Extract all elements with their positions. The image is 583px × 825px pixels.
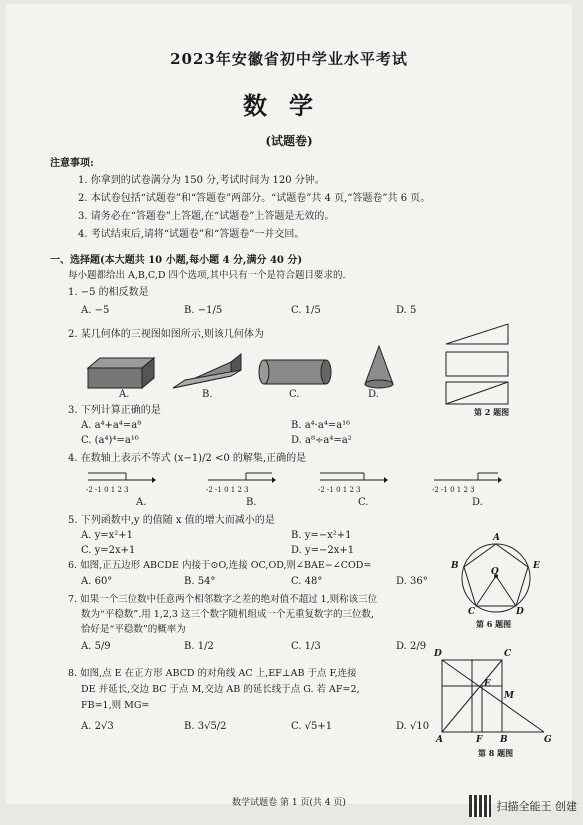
q5-option-d: D. y=−2x+1: [291, 545, 355, 556]
q4-label-d: D.: [472, 497, 483, 508]
q4-ticks-d: -2 -1 0 1 2 3: [432, 486, 475, 494]
q6-pentagon-figure: [458, 538, 542, 618]
q2-label-b: B.: [202, 389, 213, 400]
q5-stem: 5. 下列函数中,y 的值随 x 值的增大而减小的是: [68, 515, 275, 526]
subject-title: 数学: [243, 91, 335, 120]
q8-option-c: C. √5+1: [291, 721, 333, 732]
paper-type: (试题卷): [265, 134, 313, 148]
q7-option-a: A. 5/9: [81, 641, 111, 652]
q1-option-b: B. −1/5: [184, 305, 223, 316]
q6-point-a: A: [493, 533, 500, 543]
q7-option-c: C. 1/3: [291, 641, 321, 652]
q2-label-c: C.: [289, 389, 300, 400]
q7-stem-line: 数为“平稳数”.用 1,2,3 这三个数字随机组成一个无重复数字的三位数,: [81, 609, 374, 620]
q6-option-d: D. 36°: [396, 576, 428, 587]
q6-point-b: B: [451, 561, 459, 571]
q2-three-views-figure: [436, 322, 536, 407]
q6-point-o: O: [491, 567, 499, 577]
notice-item: 2. 本试卷包括“试题卷”和“答题卷”两部分。“试题卷”共 4 页,“答题卷”共 6 页。: [78, 193, 431, 204]
q7-stem-line: 7. 如果一个三位数中任意两个相邻数字之差的绝对值不超过 1,则称该三位: [68, 594, 378, 605]
notice-item: 4. 考试结束后,请将“试题卷”和“答题卷”一并交回。: [78, 229, 305, 240]
q8-point-g: G: [544, 735, 552, 745]
q4-label-b: B.: [246, 497, 257, 508]
q2-solid-b-wedge: [171, 352, 243, 390]
q1-option-c: C. 1/5: [291, 305, 321, 316]
exam-title: 2023年安徽省初中学业水平考试: [170, 50, 408, 68]
section-instruction: 每小题都给出 A,B,C,D 四个选项,其中只有一个是符合题目要求的.: [68, 270, 346, 281]
q2-solid-d-cone: [362, 344, 396, 390]
q8-point-m: M: [504, 691, 514, 701]
q6-point-d: D: [516, 607, 524, 617]
q4-label-a: A.: [136, 497, 147, 508]
q3-option-d: D. a⁸÷a⁴=a²: [291, 435, 352, 446]
q3-stem: 3. 下列计算正确的是: [68, 405, 161, 416]
section-heading: 一、选择题(本大题共 10 小题,每小题 4 分,满分 40 分): [50, 255, 303, 266]
q4-stem: 4. 在数轴上表示不等式 (x−1)/2 <0 的解集,正确的是: [68, 453, 307, 464]
q2-solid-a-box: [86, 356, 156, 390]
q6-figure-caption: 第 6 题图: [476, 619, 512, 629]
q6-option-c: C. 48°: [291, 576, 323, 587]
q2-label-d: D.: [368, 389, 379, 400]
q8-figure-caption: 第 8 题图: [478, 748, 514, 758]
q8-point-f: F: [476, 735, 483, 745]
q2-figure-caption: 第 2 题图: [474, 407, 510, 417]
q8-point-e: E: [484, 679, 491, 689]
q6-option-a: A. 60°: [81, 576, 113, 587]
q1-option-d: D. 5: [396, 305, 417, 316]
q6-option-b: B. 54°: [184, 576, 216, 587]
q5-option-b: B. y=−x²+1: [291, 530, 352, 541]
q5-option-a: A. y=x²+1: [81, 530, 133, 541]
q2-label-a: A.: [119, 389, 130, 400]
notice-item: 3. 请务必在“答题卷”上答题,在“试题卷”上答题是无效的。: [78, 211, 335, 222]
q3-option-c: C. (a⁴)⁴=a¹⁶: [81, 435, 139, 446]
q4-ticks-b: -2 -1 0 1 2 3: [206, 486, 249, 494]
q8-option-d: D. √10: [396, 721, 430, 732]
q3-option-b: B. a⁴·a⁴=a¹⁶: [291, 420, 351, 431]
scanner-badge: [469, 795, 578, 817]
q1-stem: 1. −5 的相反数是: [68, 287, 149, 298]
q8-option-a: A. 2√3: [81, 721, 114, 732]
qr-code-icon: [469, 795, 491, 817]
q8-stem-line: 8. 如图,点 E 在正方形 ABCD 的对角线 AC 上,EF⊥AB 于点 F,连接: [68, 668, 357, 679]
q2-solid-c-cylinder: [258, 357, 334, 387]
q8-square-figure: [438, 654, 548, 739]
q4-ticks-c: -2 -1 0 1 2 3: [318, 486, 361, 494]
notice-item: 1. 你拿到的试卷满分为 150 分,考试时间为 120 分钟。: [78, 175, 325, 186]
q6-point-e: E: [533, 561, 540, 571]
notice-heading: 注意事项:: [50, 158, 94, 169]
q8-option-b: B. 3√5/2: [184, 721, 227, 732]
page-footer: 数学试题卷 第 1 页(共 4 页): [232, 798, 346, 808]
q8-point-b: B: [500, 735, 508, 745]
q4-label-c: C.: [358, 497, 369, 508]
q6-stem: 6. 如图,正五边形 ABCDE 内接于⊙O,连接 OC,OD,则∠BAE−∠COD=: [68, 560, 372, 571]
q5-option-c: C. y=2x+1: [81, 545, 136, 556]
q7-stem-line: 恰好是“平稳数”的概率为: [81, 624, 186, 635]
q7-option-d: D. 2/9: [396, 641, 427, 652]
q2-stem: 2. 某几何体的三视图如图所示,则该几何体为: [68, 329, 264, 340]
q1-option-a: A. −5: [81, 305, 110, 316]
q3-option-a: A. a⁴+a⁴=a⁸: [81, 420, 142, 431]
q8-point-a: A: [436, 735, 443, 745]
q6-point-c: C: [468, 607, 476, 617]
q7-option-b: B. 1/2: [184, 641, 214, 652]
q8-stem-line: FB=1,则 MG=: [81, 700, 150, 711]
q8-point-c: C: [504, 649, 512, 659]
q8-stem-line: DE 并延长,交边 BC 于点 M,交边 AB 的延长线于点 G. 若 AF=2,: [81, 684, 360, 695]
q4-ticks-a: -2 -1 0 1 2 3: [86, 486, 129, 494]
q8-point-d: D: [434, 649, 442, 659]
scanner-badge-text: 扫描全能王 创建: [496, 800, 577, 813]
